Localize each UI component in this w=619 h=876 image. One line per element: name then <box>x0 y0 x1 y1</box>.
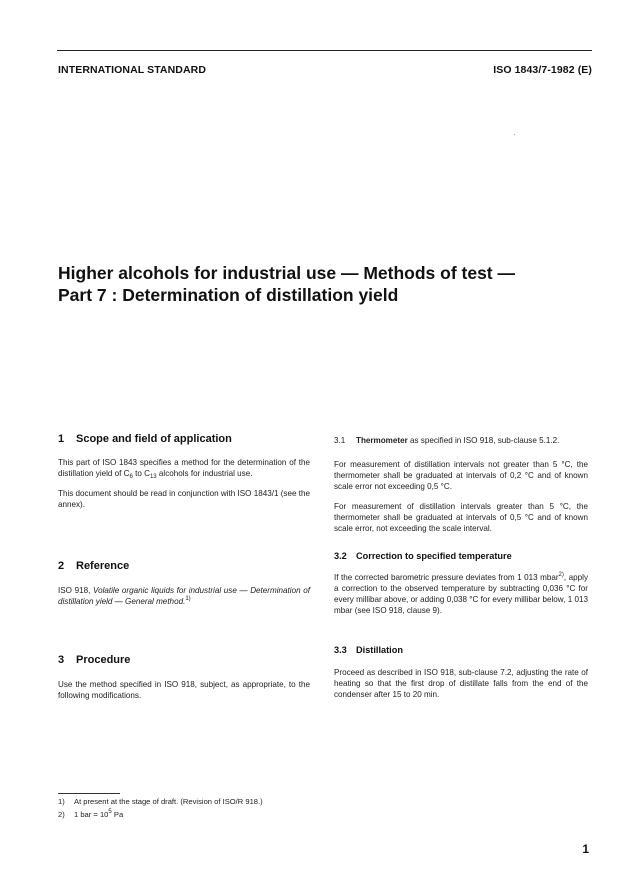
section-3 <box>58 654 310 701</box>
text-run: This part of ISO 1843 specifies a method for the determination of the distillation yield of C <box>58 458 310 478</box>
section-number: 3.1 <box>334 436 346 445</box>
footnote-number: 1) <box>58 797 65 806</box>
thermometer-line <box>334 435 588 446</box>
section-number: 1 <box>58 433 65 445</box>
scope-paragraph <box>58 457 310 479</box>
correction-paragraph <box>334 572 588 616</box>
scan-speck <box>514 134 515 135</box>
superscript: 5 <box>108 809 112 815</box>
section-3-heading <box>58 654 310 667</box>
footnote-text: At present at the stage of draft. (Revision of ISO/R 918.) <box>74 797 263 806</box>
title-line-2: Part 7 : Determination of distillation yield <box>58 285 399 305</box>
text-run: to C <box>132 469 150 478</box>
standard-label: INTERNATIONAL STANDARD <box>58 64 207 76</box>
section-3-2-heading <box>334 550 588 562</box>
thermometer-paragraph-2: For measurement of distillation intervals greater than 5 °C, the thermometer shall be graduated at intervals of 0,5 °C and of known scale error, not exceeding the scale interval. <box>334 502 588 533</box>
section-number: 3.2 <box>334 551 347 561</box>
section-number: 3.3 <box>334 645 347 655</box>
section-title: Scope and field of application <box>76 433 232 445</box>
footnote-mark: 2) <box>558 572 564 578</box>
header-rule <box>57 50 592 51</box>
footnote-2 <box>58 810 123 819</box>
section-number: 3 <box>58 654 65 666</box>
conjunction-paragraph: This document should be read in conjunction with ISO 1843/1 (see the annex). <box>58 489 310 509</box>
reference-title: Volatile organic liquids for industrial use — Determination of distillation yield — General method. <box>58 586 310 606</box>
section-title: Thermometer <box>356 436 408 445</box>
text-run: ISO 918, <box>58 586 93 595</box>
text-run: , apply a correction to the observed temperature by subtracting 0,036 °C for every millibar above, or adding 0,038 °C for every millibar below, 1 013 mbar (see ISO 918, clause 9). <box>334 573 588 615</box>
reference-paragraph <box>58 585 310 607</box>
subscript: 13 <box>149 474 157 480</box>
section-2 <box>58 560 310 607</box>
section-3-3-heading <box>334 644 588 656</box>
section-3-1 <box>334 435 588 534</box>
title-line-1: Higher alcohols for industrial use — Methods of test — <box>58 263 515 283</box>
section-title: Distillation <box>356 645 403 655</box>
section-title: Reference <box>76 560 130 572</box>
footnote-rule <box>58 793 120 794</box>
thermometer-paragraph-1: For measurement of distillation intervals not greater than 5 °C, the thermometer shall be graduated at intervals of 0,2 °C and of known scale error not exceeding 0,5 °C. <box>334 460 588 491</box>
section-3-2 <box>334 550 588 616</box>
footnote-text: 1 bar = 10 <box>74 810 109 819</box>
subscript: 6 <box>129 474 133 480</box>
section-2-heading <box>58 560 310 573</box>
section-title: Correction to specified temperature <box>356 551 512 561</box>
procedure-paragraph: Use the method specified in ISO 918, subject, as appropriate, to the following modifications. <box>58 680 310 700</box>
footnote-number: 2) <box>58 810 65 819</box>
section-title: Procedure <box>76 654 131 666</box>
text-run: alcohols for industrial use. <box>156 469 253 478</box>
text-run: as specified in ISO 918, sub-clause 5.1.2. <box>407 436 560 445</box>
distillation-paragraph: Proceed as described in ISO 918, sub-clause 7.2, adjusting the rate of heating so that the first drop of distillate falls from the end of the condenser after 15 to 20 min. <box>334 668 588 699</box>
footnote-1 <box>58 797 263 806</box>
section-3-3 <box>334 644 588 700</box>
section-1 <box>58 433 310 510</box>
footnote-mark: 1) <box>185 596 191 602</box>
section-number: 2 <box>58 560 65 572</box>
text-run: If the corrected barometric pressure deviates from 1 013 mbar <box>334 573 559 582</box>
document-id: ISO 1843/7-1982 (E) <box>493 64 592 76</box>
section-1-heading <box>58 433 310 446</box>
page-number: 1 <box>582 842 589 856</box>
footnote-text: Pa <box>111 810 124 819</box>
